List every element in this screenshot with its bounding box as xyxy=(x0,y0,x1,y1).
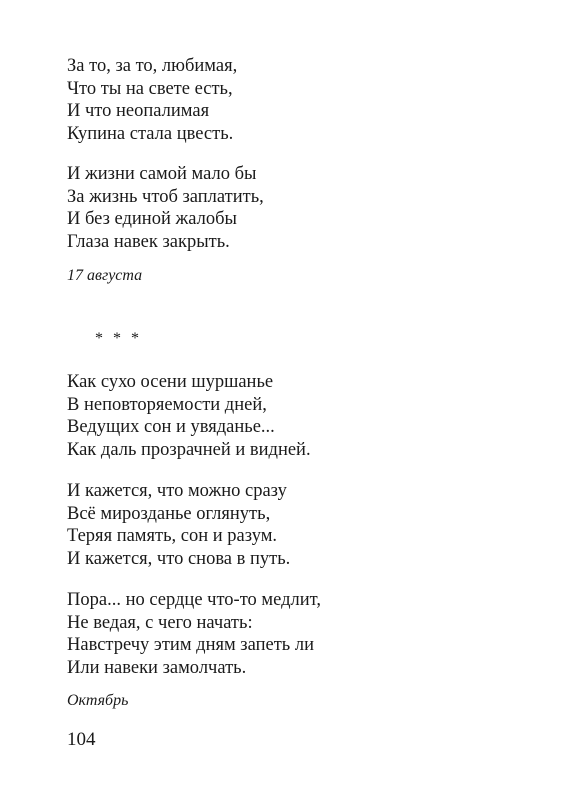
verse-line: Не ведая, с чего начать: xyxy=(67,612,253,633)
verse-line: Теряя память, сон и разум. xyxy=(67,526,278,547)
verse-line: Что ты на свете есть, xyxy=(67,78,233,99)
verse-line: И жизни самой мало бы xyxy=(67,164,257,184)
poem1-stanza-1 xyxy=(67,55,237,146)
poem2-date: Октябрь xyxy=(67,692,129,709)
poem2-stanza-2 xyxy=(67,480,290,571)
poem2-stanza-1 xyxy=(67,371,311,462)
page-number: 104 xyxy=(67,729,96,750)
poem1-stanza-2 xyxy=(67,163,264,254)
verse-line: И что неопалимая xyxy=(67,101,210,122)
verse-line: Ведущих сон и увяданье... xyxy=(67,417,275,438)
verse-line: Или навеки замолчать. xyxy=(67,658,247,679)
verse-line: Как даль прозрачней и видней. xyxy=(67,440,311,461)
verse-line: И кажется, что снова в путь. xyxy=(67,549,291,570)
verse-line: Глаза навек закрыть. xyxy=(67,232,230,253)
verse-line: Купина стала цвесть. xyxy=(67,124,234,145)
verse-line: И без единой жалобы xyxy=(67,209,237,230)
verse-line: И кажется, что можно сразу xyxy=(67,481,287,501)
verse-line: Пора... но сердце что-то медлит, xyxy=(67,590,321,610)
section-separator: * * * xyxy=(95,330,142,347)
verse-line: В неповторяемости дней, xyxy=(67,394,267,415)
verse-line: Навстречу этим дням запеть ли xyxy=(67,635,314,656)
poem1-date: 17 августа xyxy=(67,267,143,284)
verse-line: За жизнь чтоб заплатить, xyxy=(67,186,264,207)
verse-line: Всё мирозданье оглянуть, xyxy=(67,503,271,524)
verse-line: За то, за то, любимая, xyxy=(67,56,238,76)
verse-line: Как сухо осени шуршанье xyxy=(67,372,274,392)
poem2-stanza-3 xyxy=(67,589,321,680)
